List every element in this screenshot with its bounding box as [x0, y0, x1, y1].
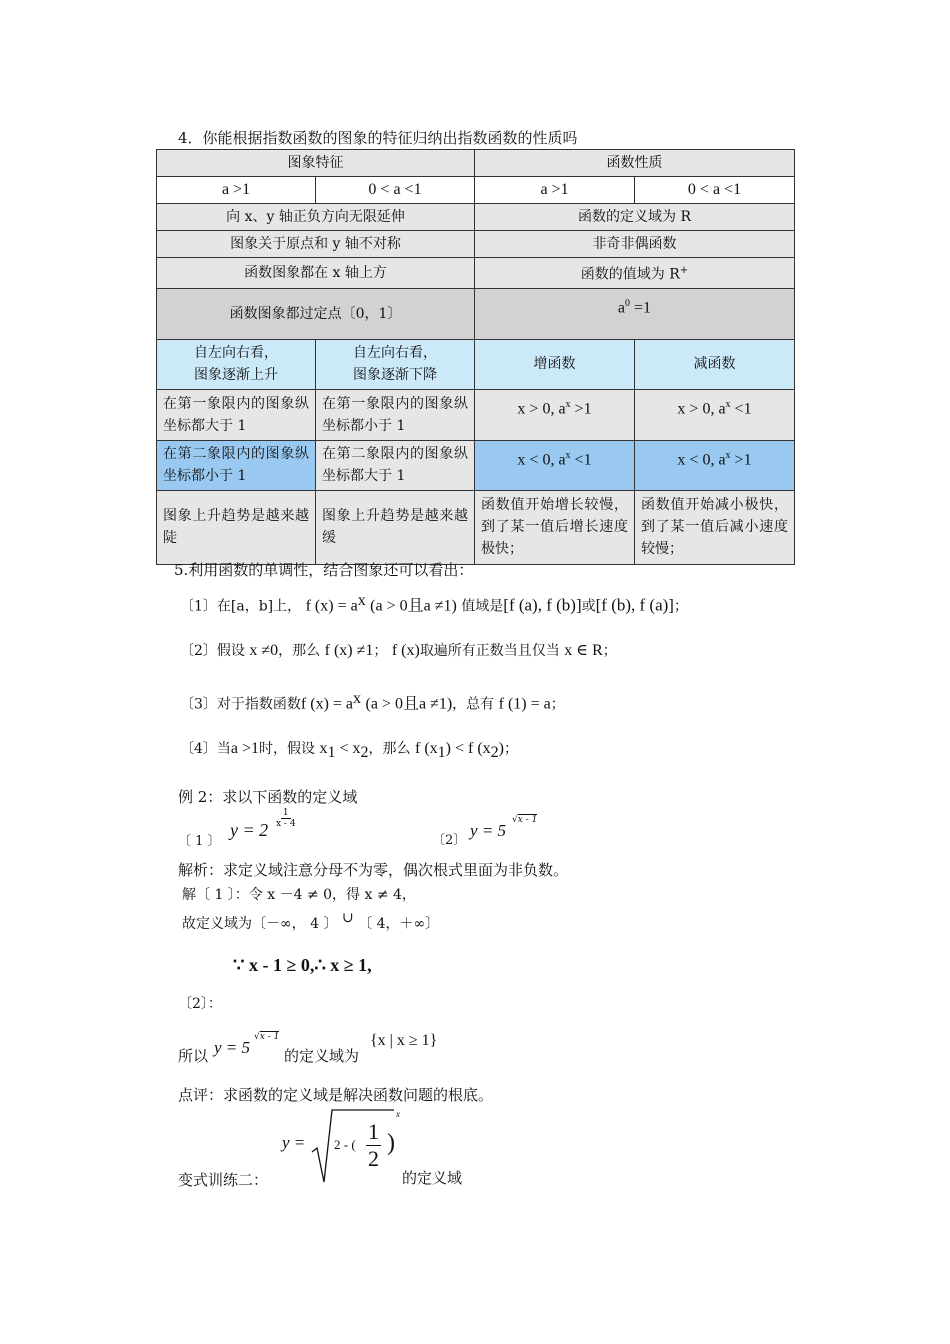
row-q1-below: 在第一象限内的图象纵坐标都小于 1	[316, 389, 475, 440]
section4-heading: 4．你能根据指数函数的图象的特征归纳出指数函数的性质吗	[178, 129, 578, 147]
solution-2-label: 〔2〕：	[178, 996, 222, 1012]
section5-item-1: 〔1〕在[a，b]上， f $(x) = a^x$ (a > 0且a ≠1) 值域是[f (a), f (b)]或[f (b), f (a)]；	[180, 592, 688, 615]
row-parity: 非奇非偶函数	[475, 231, 795, 258]
row-falling: 自左向右看， 图象逐渐下降	[316, 339, 475, 389]
row-q1-above: 在第一象限内的图象纵坐标都大于 1	[157, 389, 316, 440]
comment-text: 点评：求函数的定义域是解决函数问题的根底。	[178, 1086, 494, 1104]
row-q2-formula-a-lt-1: x < 0, $a^x >1$	[635, 440, 795, 490]
row-rising: 自左向右看， 图象逐渐上升	[157, 339, 316, 389]
sub-a-between: 0 < a <1	[316, 177, 475, 204]
row-q2-formula-a-gt-1: x < 0, $a^x <1$	[475, 440, 635, 490]
sub-a-gt-1: a >1	[157, 177, 316, 204]
row-q2-above: 在第二象限内的图象纵坐标都大于 1	[316, 440, 475, 490]
analysis-text: 解析：求定义域注意分母不为零，偶次根式里面为非负数。	[178, 861, 569, 879]
section5-heading: 5.利用函数的单调性，结合图象还可以看出：	[174, 561, 474, 579]
sub-a-gt-1-prop: a >1	[475, 177, 635, 204]
variant-formula: y = 2 - ( $\frac{1}{2}$ ) x	[282, 1105, 412, 1185]
row-domain: 函数的定义域为 R	[475, 204, 795, 231]
variant-suffix: 的定义域	[402, 1169, 463, 1187]
section5-item-4: 〔4〕当a >1时，假设 $x_1 < x_2$，那么 f $(x_1) < f$ $(x_2)$；	[180, 740, 518, 761]
row-growth-rate: 函数值开始增长较慢，到了某一值后增长速度极快；	[475, 490, 635, 564]
row-trend-flatter: 图象上升趋势是越来越缓	[316, 490, 475, 564]
row-q1-formula-a-gt-1: x > 0, $a^x >1$	[475, 389, 635, 440]
header-graph-features: 图象特征	[157, 150, 475, 177]
row-above-x-axis: 函数图象都在 x 轴上方	[157, 258, 475, 289]
row-extend: 向 x、y 轴正负方向无限延伸	[157, 204, 475, 231]
row-increasing: 增函数	[475, 339, 635, 389]
because-statement: ∵ x - 1 ≥ 0,∴ x ≥ 1,	[233, 955, 372, 975]
row-decreasing: 减函数	[635, 339, 795, 389]
row-range: 函数的值域为 R+	[475, 258, 795, 289]
section5-item-3: 〔3〕对于指数函数f $(x) = a^x$ (a > 0且a ≠1)，总有 f (1) = a；	[180, 690, 565, 713]
header-function-properties: 函数性质	[475, 150, 795, 177]
row-q2-below: 在第二象限内的图象纵坐标都小于 1	[157, 440, 316, 490]
solution-1-line-1: 解〔 1 〕：令 x －4 ≠ 0，得 x ≠ 4，	[182, 887, 416, 903]
row-trend-steeper: 图象上升趋势是越来越陡	[157, 490, 316, 564]
row-fixed-point: 函数图象都过定点〔0，1〕	[157, 288, 475, 339]
row-a-power-zero: $a^0 =1$	[475, 288, 795, 339]
conclusion-line: 所以 y = 5 √x - 1 的定义域为 {x | x ≥ 1}	[178, 1032, 438, 1065]
section5-item-2: 〔2〕假设 x ≠0，那么 f (x) ≠1； f (x)取遍所有正数当且仅当 x ∈ R；	[180, 642, 617, 659]
solution-1-line-2: 故定义域为〔－∞， 4 〕 ∪ 〔 4，＋∞〕	[182, 910, 440, 932]
row-symmetry: 图象关于原点和 y 轴不对称	[157, 231, 475, 258]
sub-a-between-prop: 0 < a <1	[635, 177, 795, 204]
row-q1-formula-a-lt-1: x > 0, $a^x <1$	[635, 389, 795, 440]
exponential-properties-table	[156, 149, 795, 565]
variant-label: 变式训练二：	[178, 1171, 269, 1189]
row-decay-rate: 函数值开始减小极快，到了某一值后减小速度较慢；	[635, 490, 795, 564]
example2-title: 例 2：求以下函数的定义域	[178, 788, 358, 806]
